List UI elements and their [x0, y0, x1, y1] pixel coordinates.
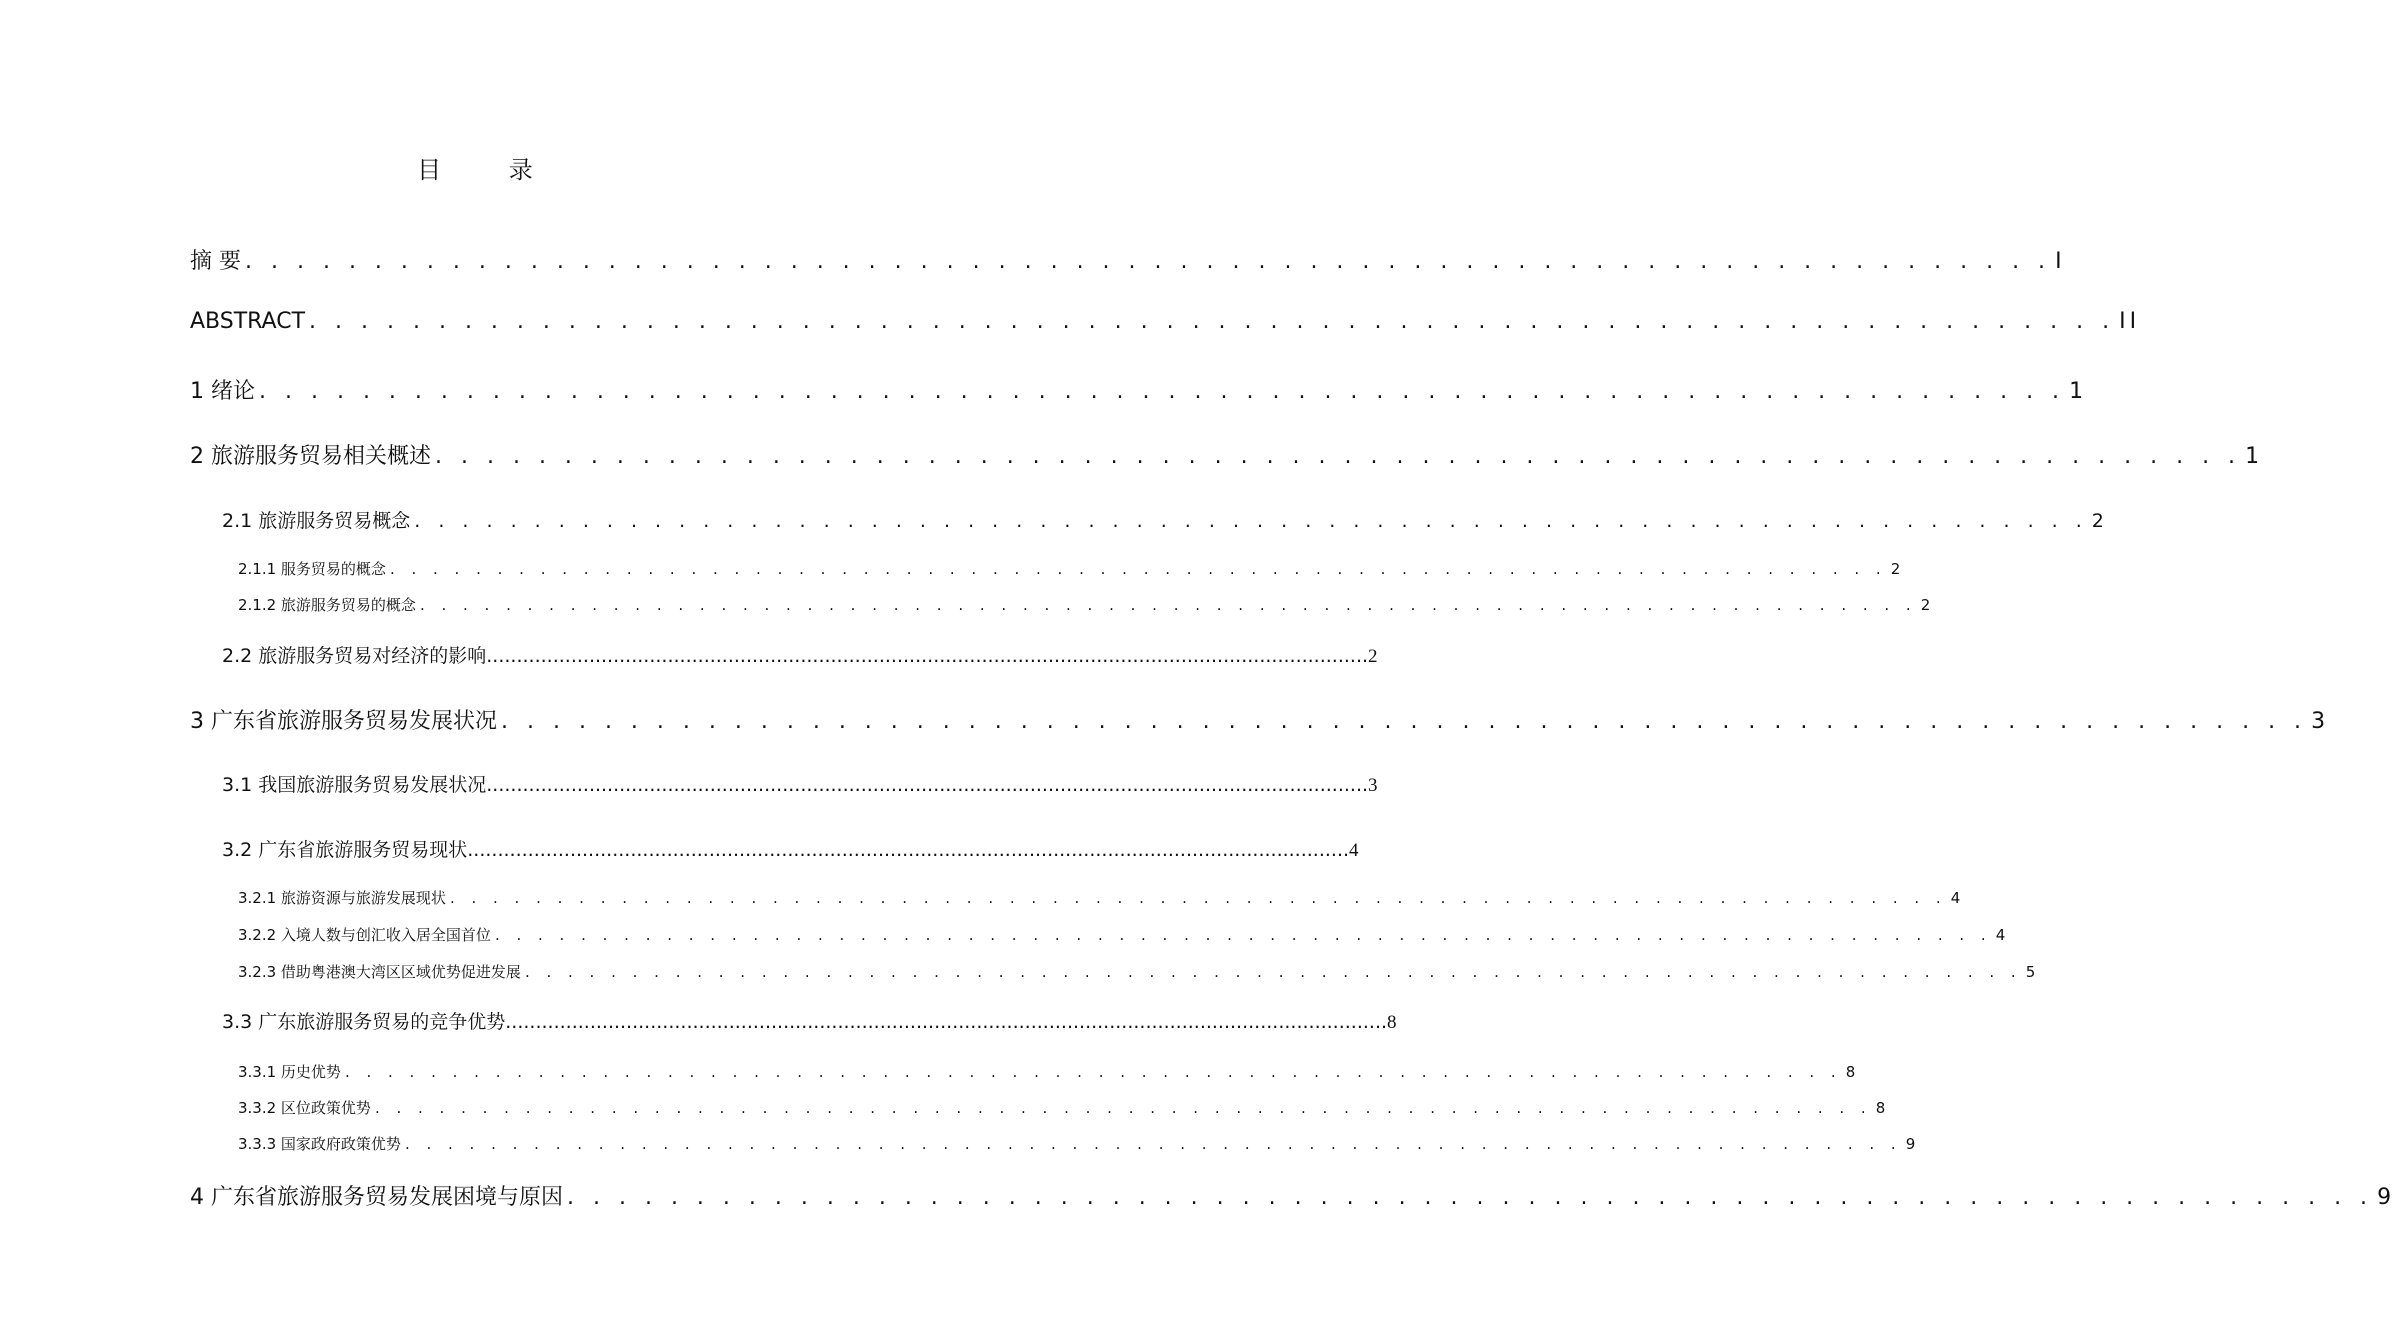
toc-entry-label: 2.2 旅游服务贸易对经济的影响: [222, 645, 487, 667]
toc-entry-label: 3.2.1 旅游资源与旅游发展现状: [238, 889, 446, 907]
toc-entry-3-3-2[interactable]: [238, 1097, 1890, 1118]
toc-leader: . . . . . . . . . . . . . . . . . . . . . . . . . . . . . . . . . . . . . . . . . . . . . . . . . . . . . . . . . . . . . . . . . . . . . .: [494, 926, 1992, 944]
toc-leader: . . . . . . . . . . . . . . . . . . . . . . . . . . . . . . . . . . . . . . . . . . . . . . . . . . . . . . . . . . . . . . . . . . . . . .: [435, 444, 2242, 469]
toc-leader: ..................................................................................................................................................: [486, 645, 1369, 667]
toc-entry-label: 摘 要: [190, 249, 241, 274]
toc-entry-label: 3.3 广东旅游服务贸易的竞争优势: [222, 1011, 506, 1033]
toc-entry-3-2-1[interactable]: [238, 887, 1965, 908]
toc-entry-label: 3.3.2 区位政策优势: [238, 1099, 371, 1117]
toc-entry-3-3-3[interactable]: [238, 1133, 1920, 1154]
toc-entry-3-3[interactable]: [222, 1007, 1401, 1034]
toc-leader: . . . . . . . . . . . . . . . . . . . . . . . . . . . . . . . . . . . . . . . . . . . . . . . . . . . . . . . . . . . . . . . . . . . . . .: [501, 709, 2308, 734]
toc-entry-label: 3.1 我国旅游服务贸易发展状况: [222, 774, 487, 796]
toc-entry-1[interactable]: [190, 374, 2088, 405]
toc-leader: . . . . . . . . . . . . . . . . . . . . . . . . . . . . . . . . . . . . . . . . . . . . . . . . . . . . . . . . . . . . . . . . . . . . . .: [344, 1063, 1842, 1081]
toc-entry-2-2[interactable]: [222, 641, 1382, 668]
toc-entry-2-1-2[interactable]: [238, 594, 1935, 615]
toc-entry-label: 2.1.2 旅游服务贸易的概念: [238, 596, 416, 614]
toc-page-number: 2: [2091, 510, 2108, 532]
toc-leader: . . . . . . . . . . . . . . . . . . . . . . . . . . . . . . . . . . . . . . . . . . . . . . . . . . . . . . . . . . . . . . . . . . . . . .: [524, 963, 2022, 981]
toc-page-number: 1: [2245, 444, 2264, 469]
toc-page-number: 4: [1950, 889, 1965, 907]
toc-page-number: 8: [1387, 1012, 1401, 1033]
toc-entry-2-1-1[interactable]: [238, 558, 1905, 579]
toc-entry-3-3-1[interactable]: [238, 1061, 1860, 1082]
toc-entry-label: 2.1.1 服务贸易的概念: [238, 560, 386, 578]
toc-entry-3[interactable]: [190, 704, 2330, 735]
toc-entry-abstract-cn[interactable]: [190, 244, 2066, 275]
toc-page-number: II: [2119, 309, 2141, 334]
toc-leader: . . . . . . . . . . . . . . . . . . . . . . . . . . . . . . . . . . . . . . . . . . . . . . . . . . . . . . . . . . . . . . . . . . . . . .: [245, 249, 2052, 274]
toc-page-number: 9: [1905, 1135, 1920, 1153]
toc-leader: . . . . . . . . . . . . . . . . . . . . . . . . . . . . . . . . . . . . . . . . . . . . . . . . . . . . . . . . . . . . . . . . . . . . . .: [449, 889, 1947, 907]
toc-page-number: 8: [1845, 1063, 1860, 1081]
toc-leader: . . . . . . . . . . . . . . . . . . . . . . . . . . . . . . . . . . . . . . . . . . . . . . . . . . . . . . . . . . . . . . . . . . . . . .: [259, 379, 2066, 404]
toc-entry-label: 3.2.2 入境人数与创汇收入居全国首位: [238, 926, 491, 944]
toc-entry-label: 4 广东省旅游服务贸易发展困境与原因: [190, 1185, 563, 1210]
toc-page-number: 5: [2025, 963, 2040, 981]
toc-entry-3-1[interactable]: [222, 770, 1382, 797]
toc-entry-4[interactable]: [190, 1180, 2395, 1211]
toc-leader: ..................................................................................................................................................: [486, 774, 1369, 796]
toc-leader: . . . . . . . . . . . . . . . . . . . . . . . . . . . . . . . . . . . . . . . . . . . . . . . . . . . . . . . . . . . . . . . . . . . . . .: [419, 596, 1917, 614]
toc-entry-label: 3.2 广东省旅游服务贸易现状: [222, 839, 468, 861]
toc-leader: . . . . . . . . . . . . . . . . . . . . . . . . . . . . . . . . . . . . . . . . . . . . . . . . . . . . . . . . . . . . . . . . . . . . . .: [374, 1099, 1872, 1117]
toc-leader: . . . . . . . . . . . . . . . . . . . . . . . . . . . . . . . . . . . . . . . . . . . . . . . . . . . . . . . . . . . . . . . . . . . . . .: [309, 309, 2116, 334]
toc-page-number: 2: [1890, 560, 1905, 578]
toc-leader: . . . . . . . . . . . . . . . . . . . . . . . . . . . . . . . . . . . . . . . . . . . . . . . . . . . . . . . . . . . . . . . . . . . . . .: [404, 1135, 1902, 1153]
toc-entry-3-2-3[interactable]: [238, 961, 2040, 982]
toc-page-number: 9: [2377, 1185, 2395, 1210]
toc-entry-2-1[interactable]: [222, 506, 2108, 533]
toc-leader: . . . . . . . . . . . . . . . . . . . . . . . . . . . . . . . . . . . . . . . . . . . . . . . . . . . . . . . . . . . . . . . . . . . . . .: [414, 510, 2088, 532]
toc-entry-label: 2 旅游服务贸易相关概述: [190, 444, 431, 469]
toc-leader: . . . . . . . . . . . . . . . . . . . . . . . . . . . . . . . . . . . . . . . . . . . . . . . . . . . . . . . . . . . . . . . . . . . . . .: [389, 560, 1887, 578]
toc-page-number: 1: [2069, 379, 2088, 404]
toc-page-number: I: [2055, 249, 2066, 274]
toc-leader: . . . . . . . . . . . . . . . . . . . . . . . . . . . . . . . . . . . . . . . . . . . . . . . . . . . . . . . . . . . . . . . . . . . . . .: [567, 1185, 2374, 1210]
toc-page-number: 8: [1875, 1099, 1890, 1117]
toc-leader: ..................................................................................................................................................: [505, 1011, 1388, 1033]
toc-entry-label: 1 绪论: [190, 379, 255, 404]
toc-page-number: 3: [2311, 709, 2330, 734]
toc-entry-label: 3.2.3 借助粤港澳大湾区区域优势促进发展: [238, 963, 521, 981]
toc-page-number: 2: [1368, 646, 1382, 667]
toc-page-number: 3: [1368, 775, 1382, 796]
toc-leader: ..................................................................................................................................................: [467, 839, 1350, 861]
toc-title: 目 录: [417, 156, 563, 184]
toc-entry-3-2[interactable]: [222, 835, 1363, 862]
toc-page-number: 4: [1349, 840, 1363, 861]
toc-entry-label: 3.3.3 国家政府政策优势: [238, 1135, 401, 1153]
toc-entry-abstract-en[interactable]: [190, 309, 2141, 334]
toc-page-number: 2: [1920, 596, 1935, 614]
toc-entry-label: 2.1 旅游服务贸易概念: [222, 510, 411, 532]
toc-page-number: 4: [1995, 926, 2010, 944]
toc-entry-3-2-2[interactable]: [238, 924, 2010, 945]
toc-entry-label: ABSTRACT: [190, 309, 306, 334]
toc-entry-label: 3 广东省旅游服务贸易发展状况: [190, 709, 497, 734]
toc-entry-2[interactable]: [190, 439, 2264, 470]
toc-entry-label: 3.3.1 历史优势: [238, 1063, 341, 1081]
